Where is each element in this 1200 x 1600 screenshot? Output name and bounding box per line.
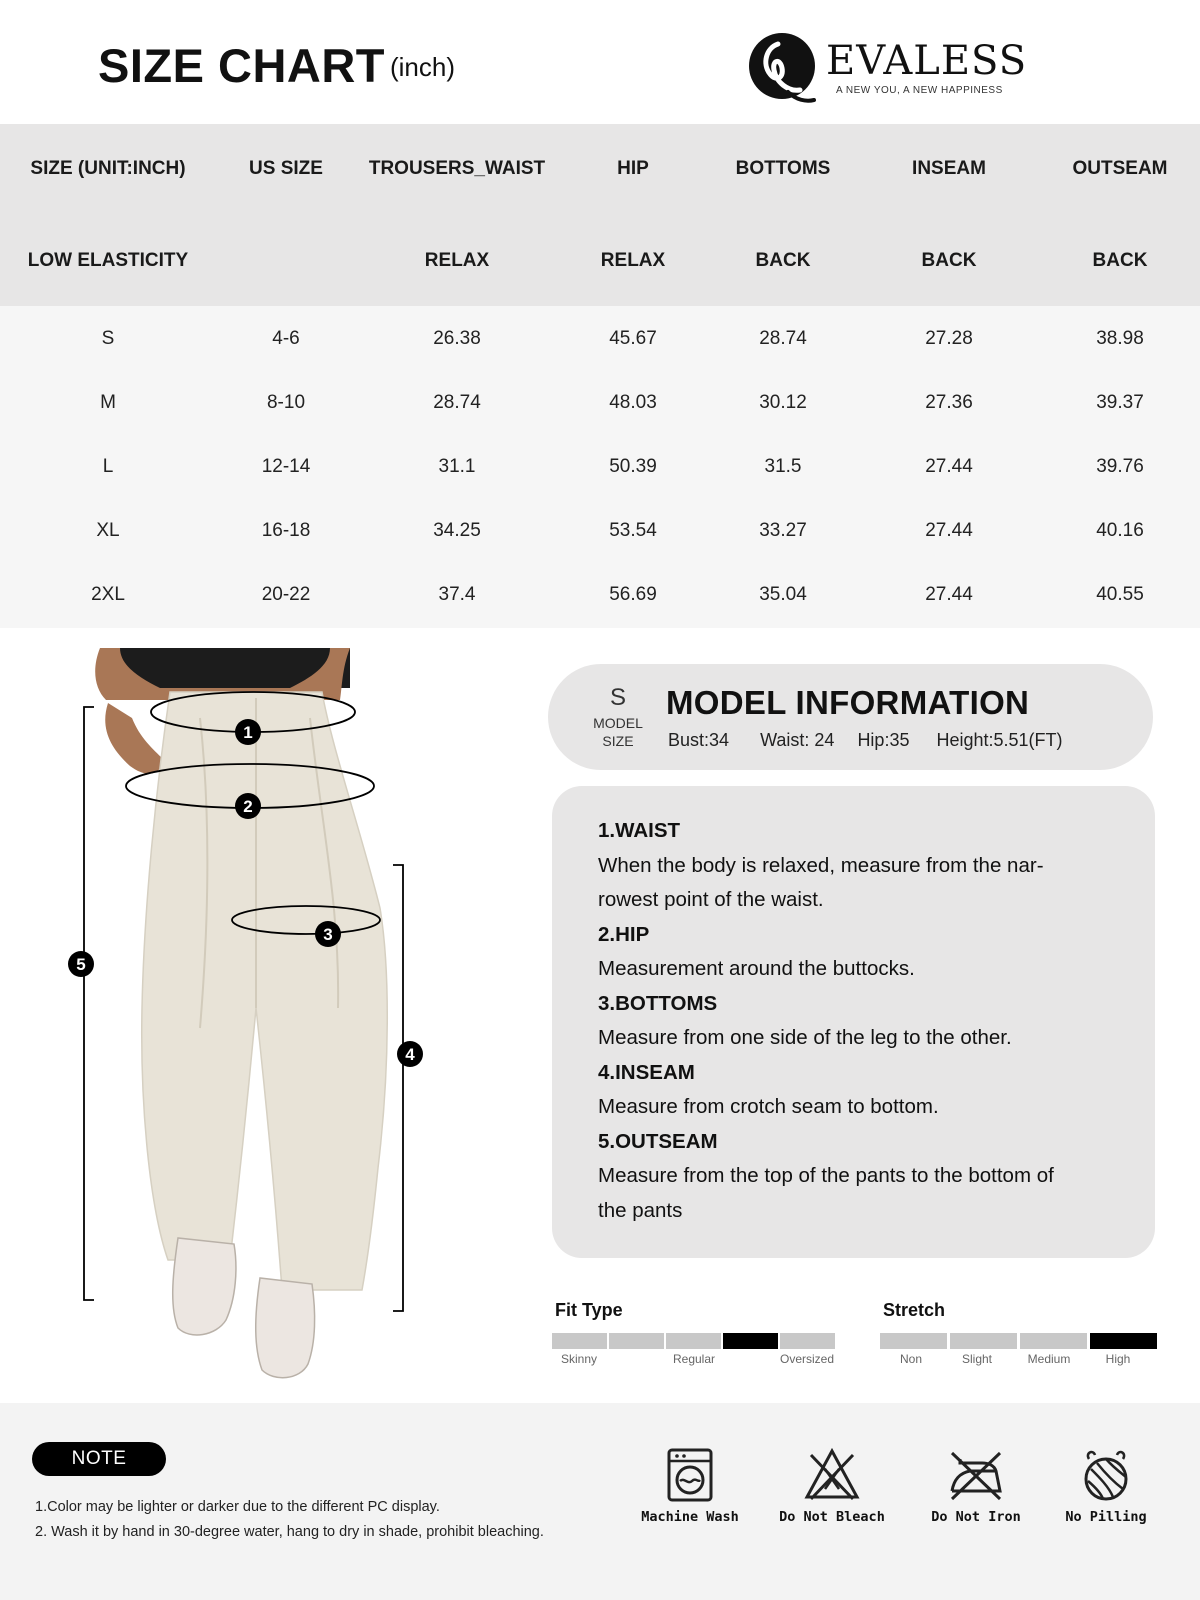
stretch-segment-selected (1090, 1333, 1157, 1349)
svg-text:4: 4 (405, 1045, 415, 1064)
table-cell: 31.1 (438, 456, 476, 477)
fit-type-segment (666, 1333, 721, 1349)
table-cell: 56.69 (609, 584, 657, 605)
fit-type-segment (552, 1333, 607, 1349)
header-cell: BACK (921, 250, 977, 271)
measure-text: Measure from one side of the leg to the other. (598, 1026, 1012, 1049)
stretch-segment (950, 1333, 1017, 1349)
outseam-bracket (84, 707, 94, 1300)
model-stats (668, 730, 1089, 751)
note-line-1: 1.Color may be lighter or darker due to the different PC display. (35, 1499, 440, 1515)
header-cell: RELAX (600, 250, 666, 271)
note-line-2: 2. Wash it by hand in 30-degree water, hang to dry in shade, prohibit bleaching. (35, 1524, 544, 1540)
header-cell: SIZE (UNIT:INCH) (30, 158, 186, 179)
stretch-segment (1020, 1333, 1087, 1349)
brand-logo (748, 30, 1028, 110)
stretch-label: Medium (1027, 1352, 1071, 1366)
measure-title-bottoms: 3.BOTTOMS (598, 991, 718, 1015)
measure-title-hip: 2.HIP (598, 922, 650, 946)
care-machine-wash (630, 1447, 750, 1525)
brand-tagline: A NEW YOU, A NEW HAPPINESS (836, 85, 1003, 96)
svg-text:5: 5 (76, 955, 86, 974)
fit-type-title: Fit Type (555, 1300, 623, 1320)
header-cell: BACK (755, 250, 811, 271)
svg-text:2: 2 (243, 797, 253, 816)
measure-text: the pants (598, 1198, 683, 1222)
fit-type-segment-selected (723, 1333, 778, 1349)
table-cell: 27.36 (925, 392, 973, 413)
table-cell: 34.25 (433, 520, 481, 541)
table-cell: 39.37 (1096, 392, 1144, 413)
stretch-title: Stretch (883, 1300, 946, 1320)
model-bust: Bust:34 (668, 730, 730, 750)
table-cell: M (100, 392, 116, 413)
model-size-label-line: MODEL (593, 715, 643, 731)
table-cell: 45.67 (609, 328, 657, 349)
fit-type-label: Oversized (779, 1352, 835, 1366)
header-cell: BOTTOMS (735, 158, 831, 179)
measure-text: When the body is relaxed, measure from the nar- (598, 853, 1044, 877)
table-cell: 28.74 (759, 328, 807, 349)
svg-text:3: 3 (323, 925, 333, 944)
header-cell: US SIZE (249, 158, 323, 179)
header-cell: TROUSERS_WAIST (368, 158, 546, 179)
marker-2 (235, 793, 261, 819)
marker-3 (315, 921, 341, 947)
stretch-label: Non (899, 1352, 923, 1366)
stretch-label: High (1105, 1352, 1131, 1366)
table-cell: 35.04 (759, 584, 807, 605)
table-cell: 20-22 (261, 584, 311, 605)
right-shoe (256, 1278, 315, 1378)
model-waist: Waist: 24 (760, 730, 835, 750)
care-label: Machine Wash (641, 1509, 739, 1525)
do-not-iron-icon (946, 1447, 1006, 1503)
model-hand (105, 703, 164, 774)
machine-wash-icon (666, 1447, 714, 1503)
fit-type-label: Skinny (560, 1352, 598, 1366)
table-cell: 37.4 (438, 584, 476, 605)
marker-1 (235, 719, 261, 745)
fit-type-segment (780, 1333, 835, 1349)
model-size-label-line: SIZE (602, 733, 634, 749)
care-label: Do Not Iron (931, 1509, 1021, 1525)
model-size-value: S (609, 684, 627, 711)
table-cell: 4-6 (272, 328, 300, 349)
unit-label: (inch) (390, 52, 456, 82)
table-cell: 39.76 (1096, 456, 1144, 477)
care-do-not-iron (916, 1447, 1036, 1525)
measure-title-outseam: 5.OUTSEAM (598, 1129, 718, 1153)
table-cell: 50.39 (609, 456, 657, 477)
table-cell: 40.16 (1096, 520, 1144, 541)
marker-5 (68, 951, 94, 977)
header-cell: INSEAM (912, 158, 986, 179)
fit-type-label: Regular (672, 1352, 716, 1366)
measure-text: rowest point of the waist. (598, 888, 824, 911)
table-cell: 27.28 (925, 328, 973, 349)
table-cell: 26.38 (433, 328, 481, 349)
table-cell: 27.44 (925, 456, 973, 477)
measure-text: Measure from crotch seam to bottom. (598, 1095, 939, 1118)
measurement-guide (598, 814, 1118, 1228)
model-information-title: MODEL INFORMATION (666, 684, 1030, 721)
brand-logo-icon (748, 30, 818, 105)
note-badge: NOTE (32, 1442, 166, 1476)
model-hip: Hip:35 (857, 730, 910, 750)
table-cell: 31.5 (764, 456, 802, 477)
pants (142, 692, 388, 1290)
table-cell: 16-18 (261, 520, 311, 541)
model-height: Height:5.51(FT) (936, 730, 1063, 750)
care-label: Do Not Bleach (779, 1509, 885, 1525)
marker-4 (397, 1041, 423, 1067)
table-cell: 38.98 (1096, 328, 1144, 349)
table-cell: 27.44 (925, 520, 973, 541)
size-table-body (0, 306, 1200, 628)
header-cell: OUTSEAM (1072, 158, 1168, 179)
table-cell: 28.74 (433, 392, 481, 413)
table-cell: 12-14 (261, 456, 311, 477)
size-table-header (0, 124, 1200, 306)
table-cell: 33.27 (759, 520, 807, 541)
table-cell: XL (96, 520, 120, 541)
model-size-label (593, 714, 643, 750)
table-cell: 30.12 (759, 392, 807, 413)
header (0, 0, 1200, 122)
do-not-bleach-icon (803, 1447, 861, 1503)
header-cell: RELAX (424, 250, 490, 271)
measure-title-inseam: 4.INSEAM (598, 1060, 695, 1084)
table-cell: 48.03 (609, 392, 657, 413)
table-cell: 27.44 (925, 584, 973, 605)
stretch-segment (880, 1333, 947, 1349)
pants-measurement-figure (60, 648, 480, 1408)
header-cell: HIP (617, 158, 649, 179)
measure-text: Measure from the top of the pants to the bottom of (598, 1164, 1054, 1187)
care-label: No Pilling (1065, 1509, 1147, 1525)
footer (0, 1403, 1200, 1600)
stretch-label: Slight (961, 1352, 993, 1366)
table-cell: 2XL (91, 584, 125, 605)
table-cell: L (102, 456, 114, 477)
left-shoe (173, 1238, 236, 1335)
brand-name: EVALESS (826, 38, 1028, 84)
page-title: SIZE CHART (98, 39, 385, 92)
table-cell: 8-10 (266, 392, 306, 413)
svg-text:1: 1 (243, 723, 253, 742)
table-cell: 53.54 (609, 520, 657, 541)
care-do-not-bleach (772, 1447, 892, 1525)
fit-type-segment (609, 1333, 664, 1349)
model-information-panel (548, 664, 1153, 770)
header-cell: LOW ELASTICITY (27, 250, 189, 271)
table-cell: 40.55 (1096, 584, 1144, 605)
measurement-guide-panel (552, 786, 1155, 1258)
care-no-pilling (1046, 1447, 1166, 1525)
header-cell: BACK (1092, 250, 1148, 271)
table-cell: S (101, 328, 115, 349)
yarn-ball-icon (1079, 1447, 1133, 1503)
inseam-bracket (393, 865, 403, 1311)
measure-title-waist: 1.WAIST (598, 819, 681, 842)
measure-text: Measurement around the buttocks. (598, 957, 915, 980)
